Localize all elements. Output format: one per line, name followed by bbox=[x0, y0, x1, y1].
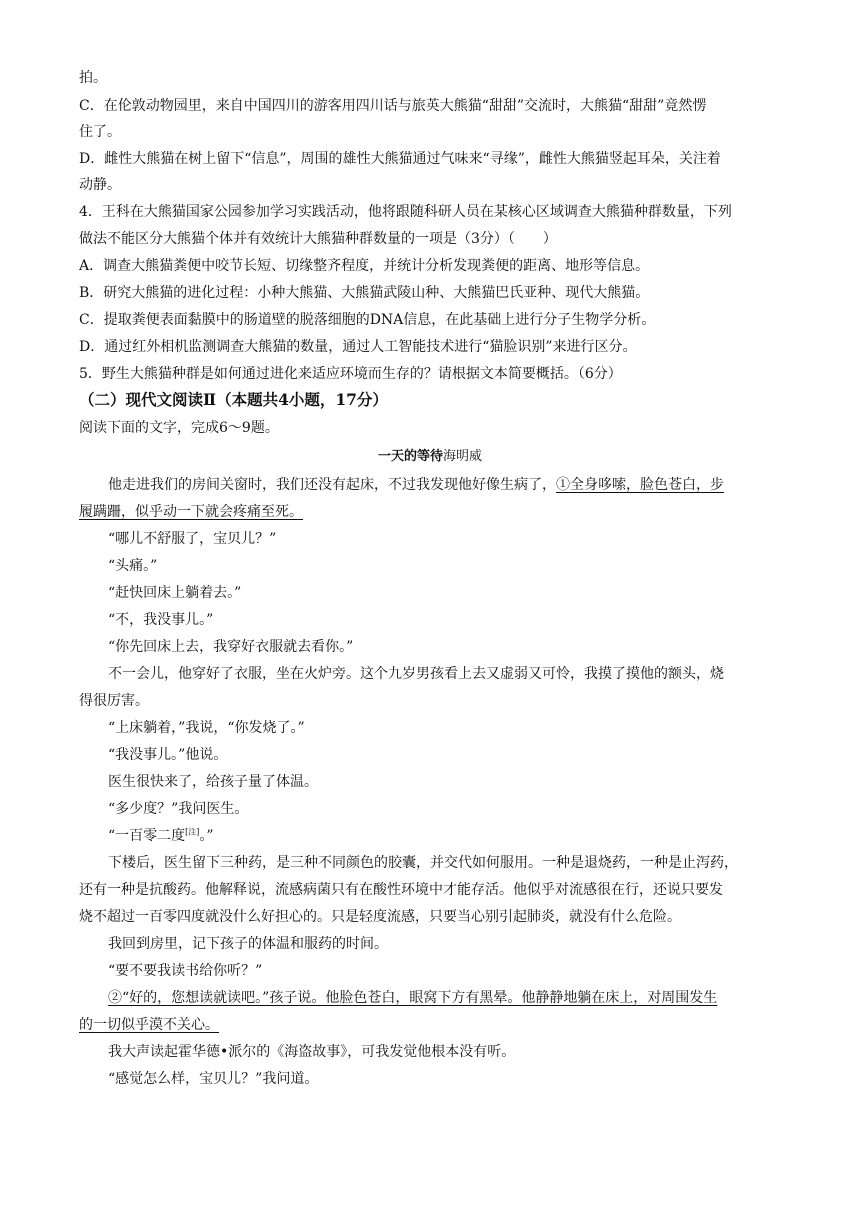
paragraph-1 bbox=[108, 475, 781, 495]
dialogue-line: “赶快回床上躺着去。” bbox=[108, 585, 242, 601]
underlined-passage-1: ①全身哆嗦，脸色苍白，步 bbox=[556, 477, 724, 493]
section-heading: （二）现代文阅读Ⅱ（本题共4小题，17分） bbox=[79, 390, 388, 409]
paragraph-1-cont bbox=[79, 502, 781, 522]
question-4-option-a: A．调查大熊猫粪便中咬节长短、切缘整齐程度，并统计分析发现粪便的距离、地形等信息。 bbox=[79, 258, 650, 274]
underlined-passage-2: ②“好的，您想读就读吧。”孩子说。他脸色苍白，眼窝下方有黑晕。他静静地躺在床上，对周围发生 bbox=[108, 990, 718, 1006]
article-title-text: 一天的等待 bbox=[377, 449, 443, 464]
paragraph-4-cont: 还有一种是抗酸药。他解释说，流感病菌只有在酸性环境中才能存活。他似乎对流感很在行，还说只要发 bbox=[79, 882, 723, 898]
paragraph-7: 我大声读起霍华德•派尔的《海盗故事》，可我发觉他根本没有听。 bbox=[108, 1044, 516, 1060]
paragraph-4: 下楼后，医生留下三种药，是三种不同颜色的胶囊，并交代如何服用。一种是退烧药，一种是止泻药， bbox=[108, 855, 738, 871]
question-3-option-b-tail: 拍。 bbox=[79, 70, 107, 86]
paragraph-6-cont bbox=[79, 1015, 781, 1035]
dialogue-line: “感觉怎么样，宝贝儿？”我问道。 bbox=[108, 1071, 319, 1087]
dialogue-line: “你先回床上去，我穿好衣服就去看你。” bbox=[108, 639, 354, 655]
dialogue-text: “一百零二度 bbox=[108, 828, 186, 844]
underlined-passage-1-cont: 履蹒跚，似乎动一下就会疼痛至死。 bbox=[79, 504, 303, 520]
footnote-marker: [注] bbox=[185, 827, 200, 837]
dialogue-line: “要不要我读书给你听？” bbox=[108, 963, 263, 979]
question-4-option-b: B．研究大熊猫的进化过程：小种大熊猫、大熊猫武陵山种、大熊猫巴氏亚种、现代大熊猫。 bbox=[79, 285, 650, 301]
dialogue-text-end: 。” bbox=[199, 828, 214, 844]
dialogue-line: “我没事儿。”他说。 bbox=[108, 747, 228, 763]
paragraph-6 bbox=[108, 988, 781, 1008]
question-4-option-c: C．提取粪便表面黏膜中的肠道壁的脱落细胞的DNA信息，在此基础上进行分子生物学分析。 bbox=[79, 312, 656, 328]
dialogue-line: “哪儿不舒服了，宝贝儿？” bbox=[108, 531, 277, 547]
paragraph-4-cont: 烧不超过一百零四度就没什么好担心的。只是轻度流感，只要当心别引起肺炎，就没有什么危险。 bbox=[79, 909, 681, 925]
underlined-passage-2-cont: 的一切似乎漠不关心。 bbox=[79, 1017, 219, 1033]
paragraph-1-text: 他走进我们的房间关窗时，我们还没有起床，不过我发现他好像生病了， bbox=[108, 477, 556, 493]
dialogue-line: “头痛。” bbox=[108, 558, 158, 574]
paragraph-2-cont: 得很厉害。 bbox=[79, 693, 149, 709]
question-4-stem: 4．王科在大熊猫国家公园参加学习实践活动，他将跟随科研人员在某核心区域调查大熊猫种群数量，下列 bbox=[79, 204, 732, 220]
article-author: 海明威 bbox=[443, 449, 483, 464]
paragraph-5: 我回到房里，记下孩子的体温和服药的时间。 bbox=[108, 936, 388, 952]
question-3-option-d-cont: 动静。 bbox=[79, 177, 121, 193]
dialogue-line: “上床躺着，”我说，“你发烧了。” bbox=[108, 720, 305, 736]
question-3-option-c-cont: 住了。 bbox=[79, 124, 121, 140]
paragraph-3: 医生很快来了，给孩子量了体温。 bbox=[108, 774, 318, 790]
question-3-option-d: D．雌性大熊猫在树上留下“信息”，周围的雄性大熊猫通过气味来“寻缘”，雌性大熊猫竖起耳朵，关注着 bbox=[79, 151, 721, 167]
dialogue-line-with-note bbox=[108, 826, 781, 846]
question-4-option-d: D．通过红外相机监测调查大熊猫的数量，通过人工智能技术进行“猫脸识别”来进行区分。 bbox=[79, 339, 637, 355]
question-3-option-c: C．在伦敦动物园里，来自中国四川的游客用四川话与旅英大熊猫“甜甜”交流时，大熊猫“甜甜”竟然愣 bbox=[79, 98, 707, 114]
dialogue-line: “不，我没事儿。” bbox=[108, 612, 214, 628]
question-4-stem-cont: 做法不能区分大熊猫个体并有效统计大熊猫种群数量的一项是（3分）（ ） bbox=[79, 231, 557, 247]
question-5: 5．野生大熊猫种群是如何通过进化来适应环境而生存的？请根据文本简要概括。（6分） bbox=[79, 366, 622, 382]
section-instruction: 阅读下面的文字，完成6～9题。 bbox=[79, 420, 279, 436]
article-title bbox=[0, 447, 860, 467]
paragraph-2: 不一会儿，他穿好了衣服，坐在火炉旁。这个九岁男孩看上去又虚弱又可怜，我摸了摸他的额头，烧 bbox=[108, 666, 724, 682]
dialogue-line: “多少度？”我问医生。 bbox=[108, 801, 249, 817]
